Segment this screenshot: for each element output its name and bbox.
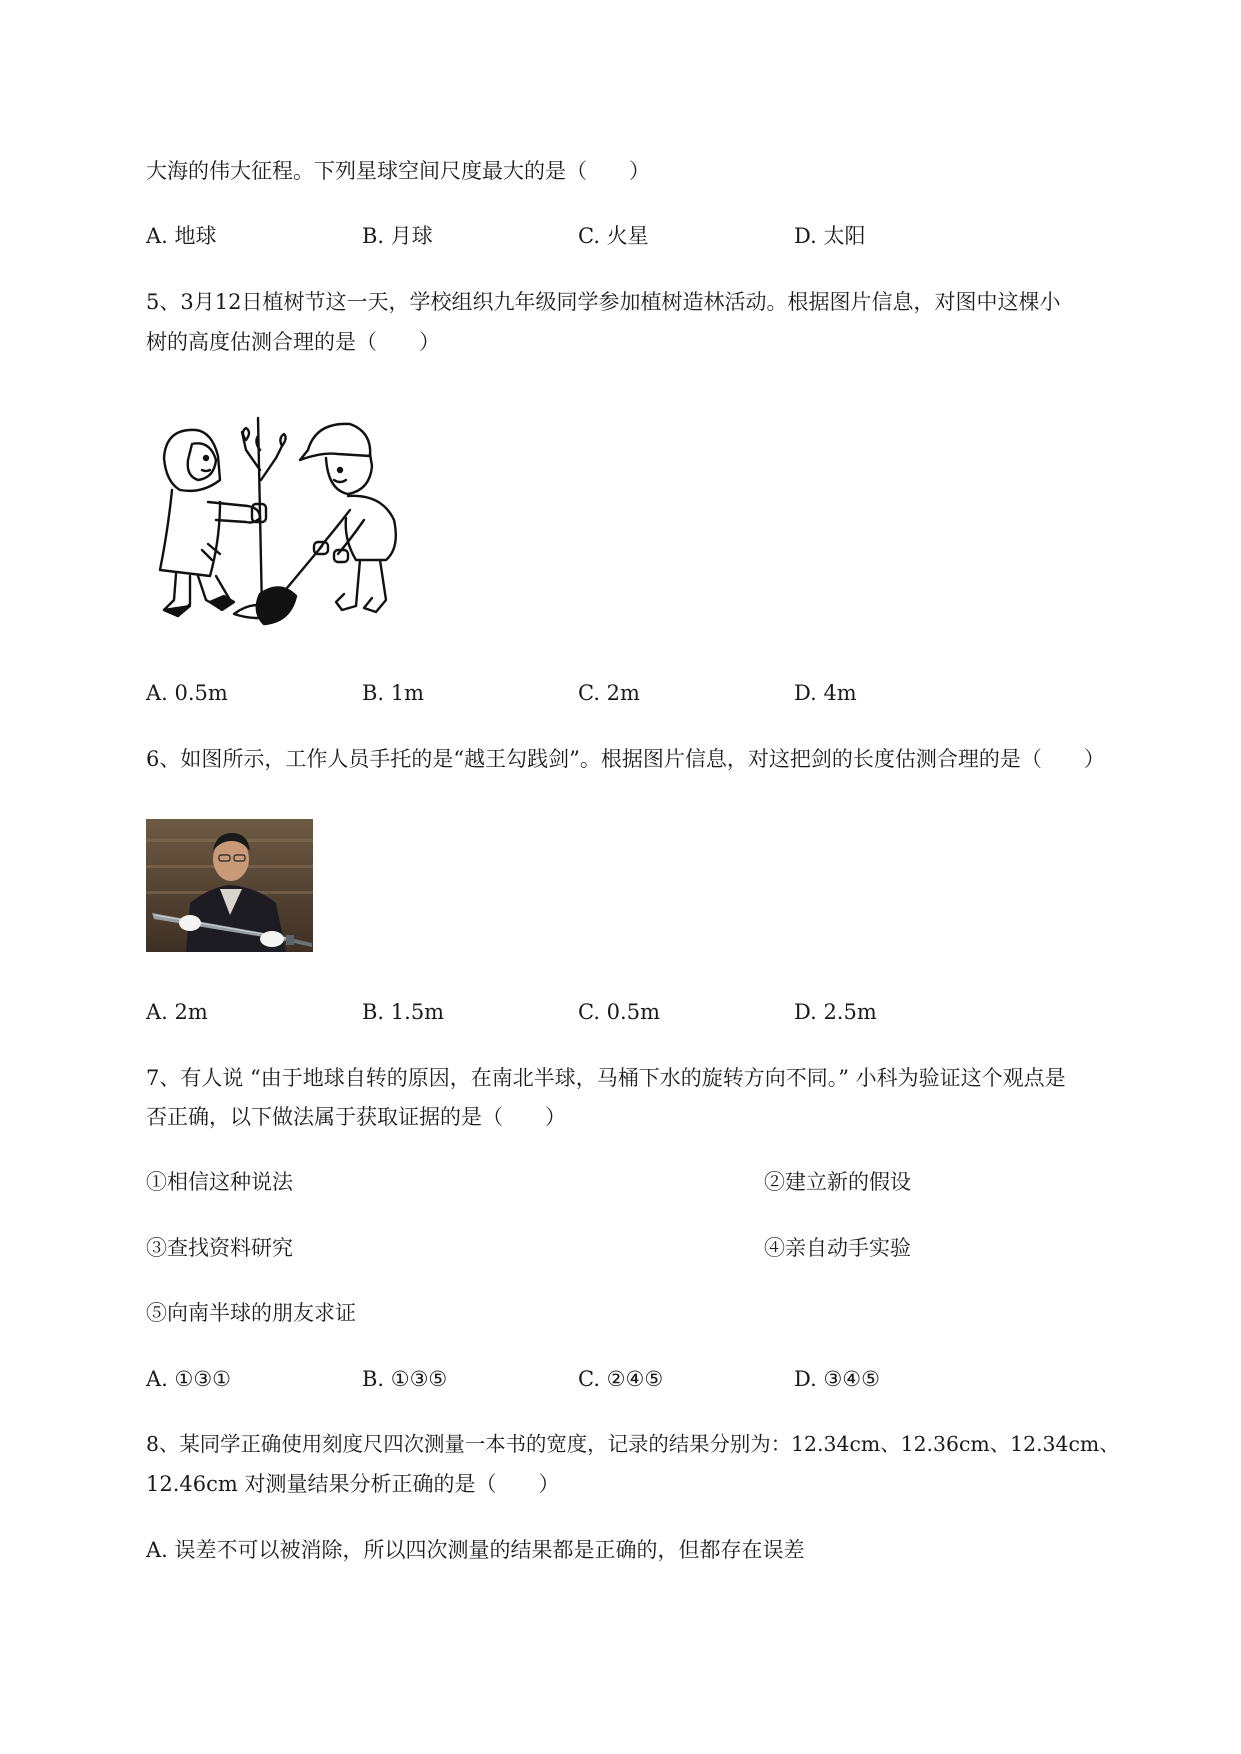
q6-option-c: C. 0.5m [578, 1000, 660, 1024]
q7-option-c: C. ②④⑤ [578, 1367, 664, 1391]
q5-stem-line1: 5、3月12日植树节这一天，学校组织九年级同学参加植树造林活动。根据图片信息，对图中这棵小 [146, 290, 1061, 314]
q7-option-d: D. ③④⑤ [794, 1367, 880, 1391]
q6-option-d: D. 2.5m [794, 1000, 877, 1024]
q5-option-a: A. 0.5m [146, 681, 228, 705]
q8-option-a: A. 误差不可以被消除，所以四次测量的结果都是正确的，但都存在误差 [146, 1538, 805, 1562]
q7-item-1: ①相信这种说法 [146, 1170, 293, 1194]
q7-item-2: ②建立新的假设 [764, 1170, 911, 1194]
q7-item-3: ③查找资料研究 [146, 1236, 293, 1260]
q4-option-b: B. 月球 [362, 224, 433, 248]
q7-item-4: ④亲自动手实验 [764, 1236, 911, 1260]
q7-option-b: B. ①③⑤ [362, 1367, 448, 1391]
q8-stem-line2: 12.46cm 对测量结果分析正确的是（ ） [146, 1472, 560, 1496]
q5-option-c: C. 2m [578, 681, 640, 705]
q7-option-a: A. ①③① [146, 1367, 231, 1391]
q6-option-a: A. 2m [146, 1000, 208, 1024]
tree-planting-illustration [150, 410, 430, 635]
q7-stem-line2: 否正确，以下做法属于获取证据的是（ ） [146, 1105, 566, 1129]
q4-stem: 大海的伟大征程。下列星球空间尺度最大的是（ ） [146, 159, 650, 183]
q7-stem-line1: 7、有人说 “由于地球自转的原因，在南北半球，马桶下水的旋转方向不同。” 小科为验证这个观点是 [146, 1066, 1066, 1090]
q7-item-5: ⑤向南半球的朋友求证 [146, 1301, 356, 1325]
q5-stem-line2: 树的高度估测合理的是（ ） [146, 330, 440, 354]
q8-stem-line1: 8、某同学正确使用刻度尺四次测量一本书的宽度，记录的结果分别为：12.34cm、12.36cm、12.34cm、 [146, 1432, 1120, 1456]
q5-option-d: D. 4m [794, 681, 857, 705]
q6-option-b: B. 1.5m [362, 1000, 445, 1024]
q5-option-b: B. 1m [362, 681, 425, 705]
q4-option-d: D. 太阳 [794, 224, 866, 248]
sword-photo [146, 819, 313, 952]
q4-option-c: C. 火星 [578, 224, 649, 248]
q4-option-a: A. 地球 [146, 224, 217, 248]
q6-stem: 6、如图所示，工作人员手托的是“越王勾践剑”。根据图片信息，对这把剑的长度估测合理的是（ ） [146, 747, 1105, 771]
